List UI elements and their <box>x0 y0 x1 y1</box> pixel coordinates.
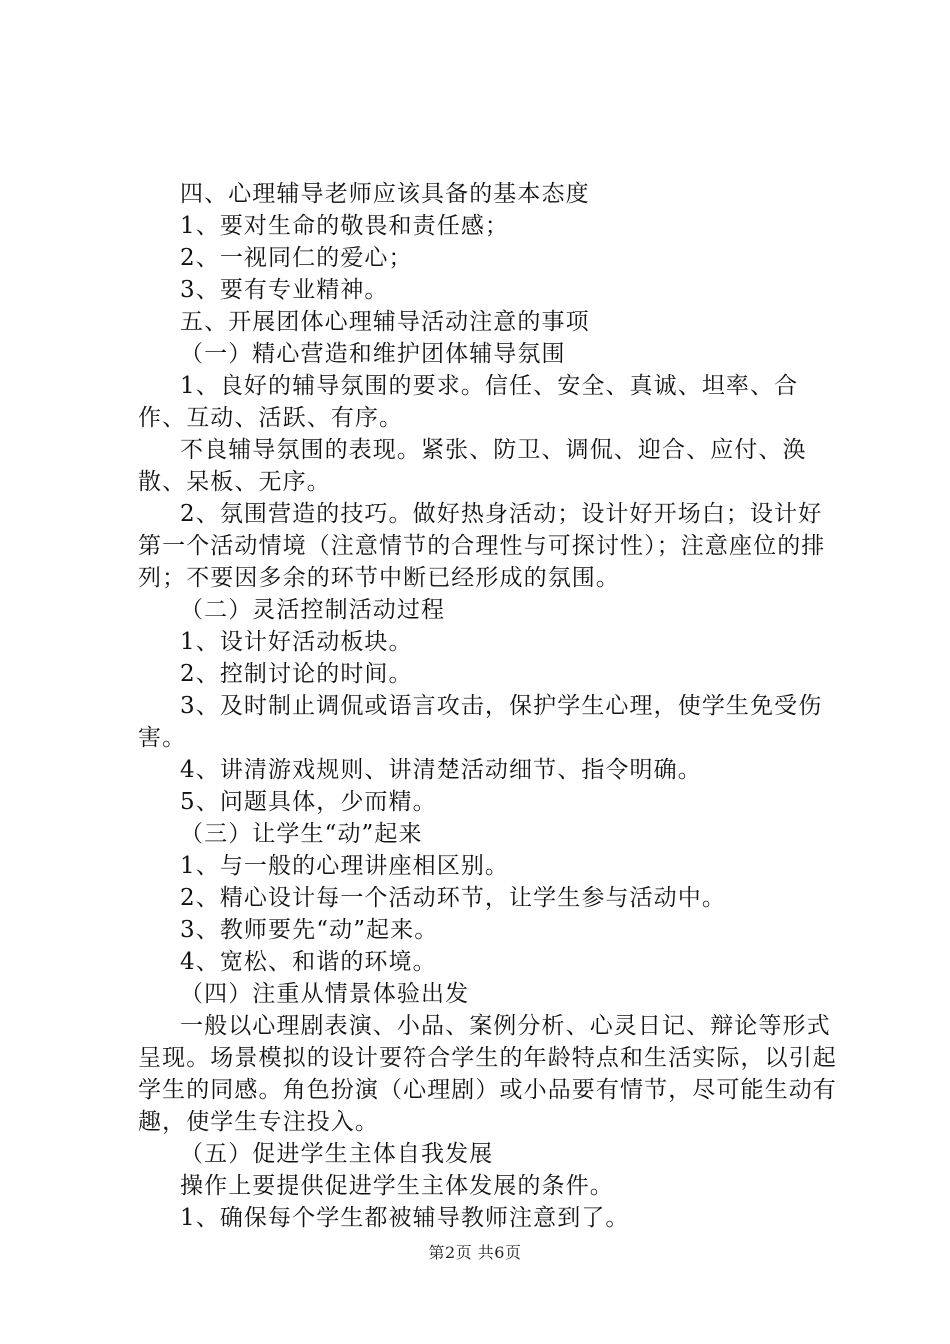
document-body <box>138 178 838 1234</box>
list-item: 4、讲清游戏规则、讲清楚活动细节、指令明确。 <box>180 757 702 783</box>
subsection-heading: （二）灵活控制活动过程 <box>180 597 446 623</box>
list-item: 2、一视同仁的爱心； <box>180 245 413 271</box>
list-item: 3、教师要先“动”起来。 <box>180 917 439 943</box>
subsection-heading: （四）注重从情景体验出发 <box>180 981 470 1007</box>
list-item: 2、精心设计每一个活动环节，让学生参与活动中。 <box>180 885 726 911</box>
subsection-heading: （五）促进学生主体自我发展 <box>180 1141 494 1167</box>
list-item: 3、及时制止调侃或语言攻击，保护学生心理，使学生免受伤害。 <box>138 693 823 751</box>
body-paragraph: 1、良好的辅导氛围的要求。信任、安全、真诚、坦率、合作、互动、活跃、有序。 <box>138 373 799 431</box>
subsection-heading: （一）精心营造和维护团体辅导氛围 <box>180 341 566 367</box>
list-item: 2、控制讨论的时间。 <box>180 661 413 687</box>
section-heading-5: 五、开展团体心理辅导活动注意的事项 <box>180 309 590 335</box>
body-paragraph: 不良辅导氛围的表现。紧张、防卫、调侃、迎合、应付、涣散、呆板、无序。 <box>138 437 807 495</box>
list-item: 1、确保每个学生都被辅导教师注意到了。 <box>180 1205 630 1231</box>
body-paragraph: 一般以心理剧表演、小品、案例分析、心灵日记、辩论等形式呈现。场景模拟的设计要符合学生的年龄特点和生活实际，以引起学生的同感。角色扮演（心理剧）或小品要有情节，尽可能生动有趣，使学生专注投入。 <box>138 1013 837 1135</box>
subsection-heading: （三）让学生“动”起来 <box>180 821 423 847</box>
section-heading-4: 四、心理辅导老师应该具备的基本态度 <box>180 181 590 207</box>
list-item: 5、问题具体，少而精。 <box>180 789 437 815</box>
list-item: 1、设计好活动板块。 <box>180 629 413 655</box>
body-paragraph: 操作上要提供促进学生主体发展的条件。 <box>180 1173 614 1199</box>
list-item: 1、要对生命的敬畏和责任感； <box>180 213 510 239</box>
page-number-footer: 第2页 共6页 <box>428 1243 522 1262</box>
list-item: 4、宽松、和谐的环境。 <box>180 949 437 975</box>
list-item: 3、要有专业精神。 <box>180 277 389 303</box>
body-paragraph: 2、氛围营造的技巧。做好热身活动；设计好开场白；设计好第一个活动情境（注意情节的合理性与可探讨性）；注意座位的排列；不要因多余的环节中断已经形成的氛围。 <box>138 501 826 591</box>
list-item: 1、与一般的心理讲座相区别。 <box>180 853 510 879</box>
